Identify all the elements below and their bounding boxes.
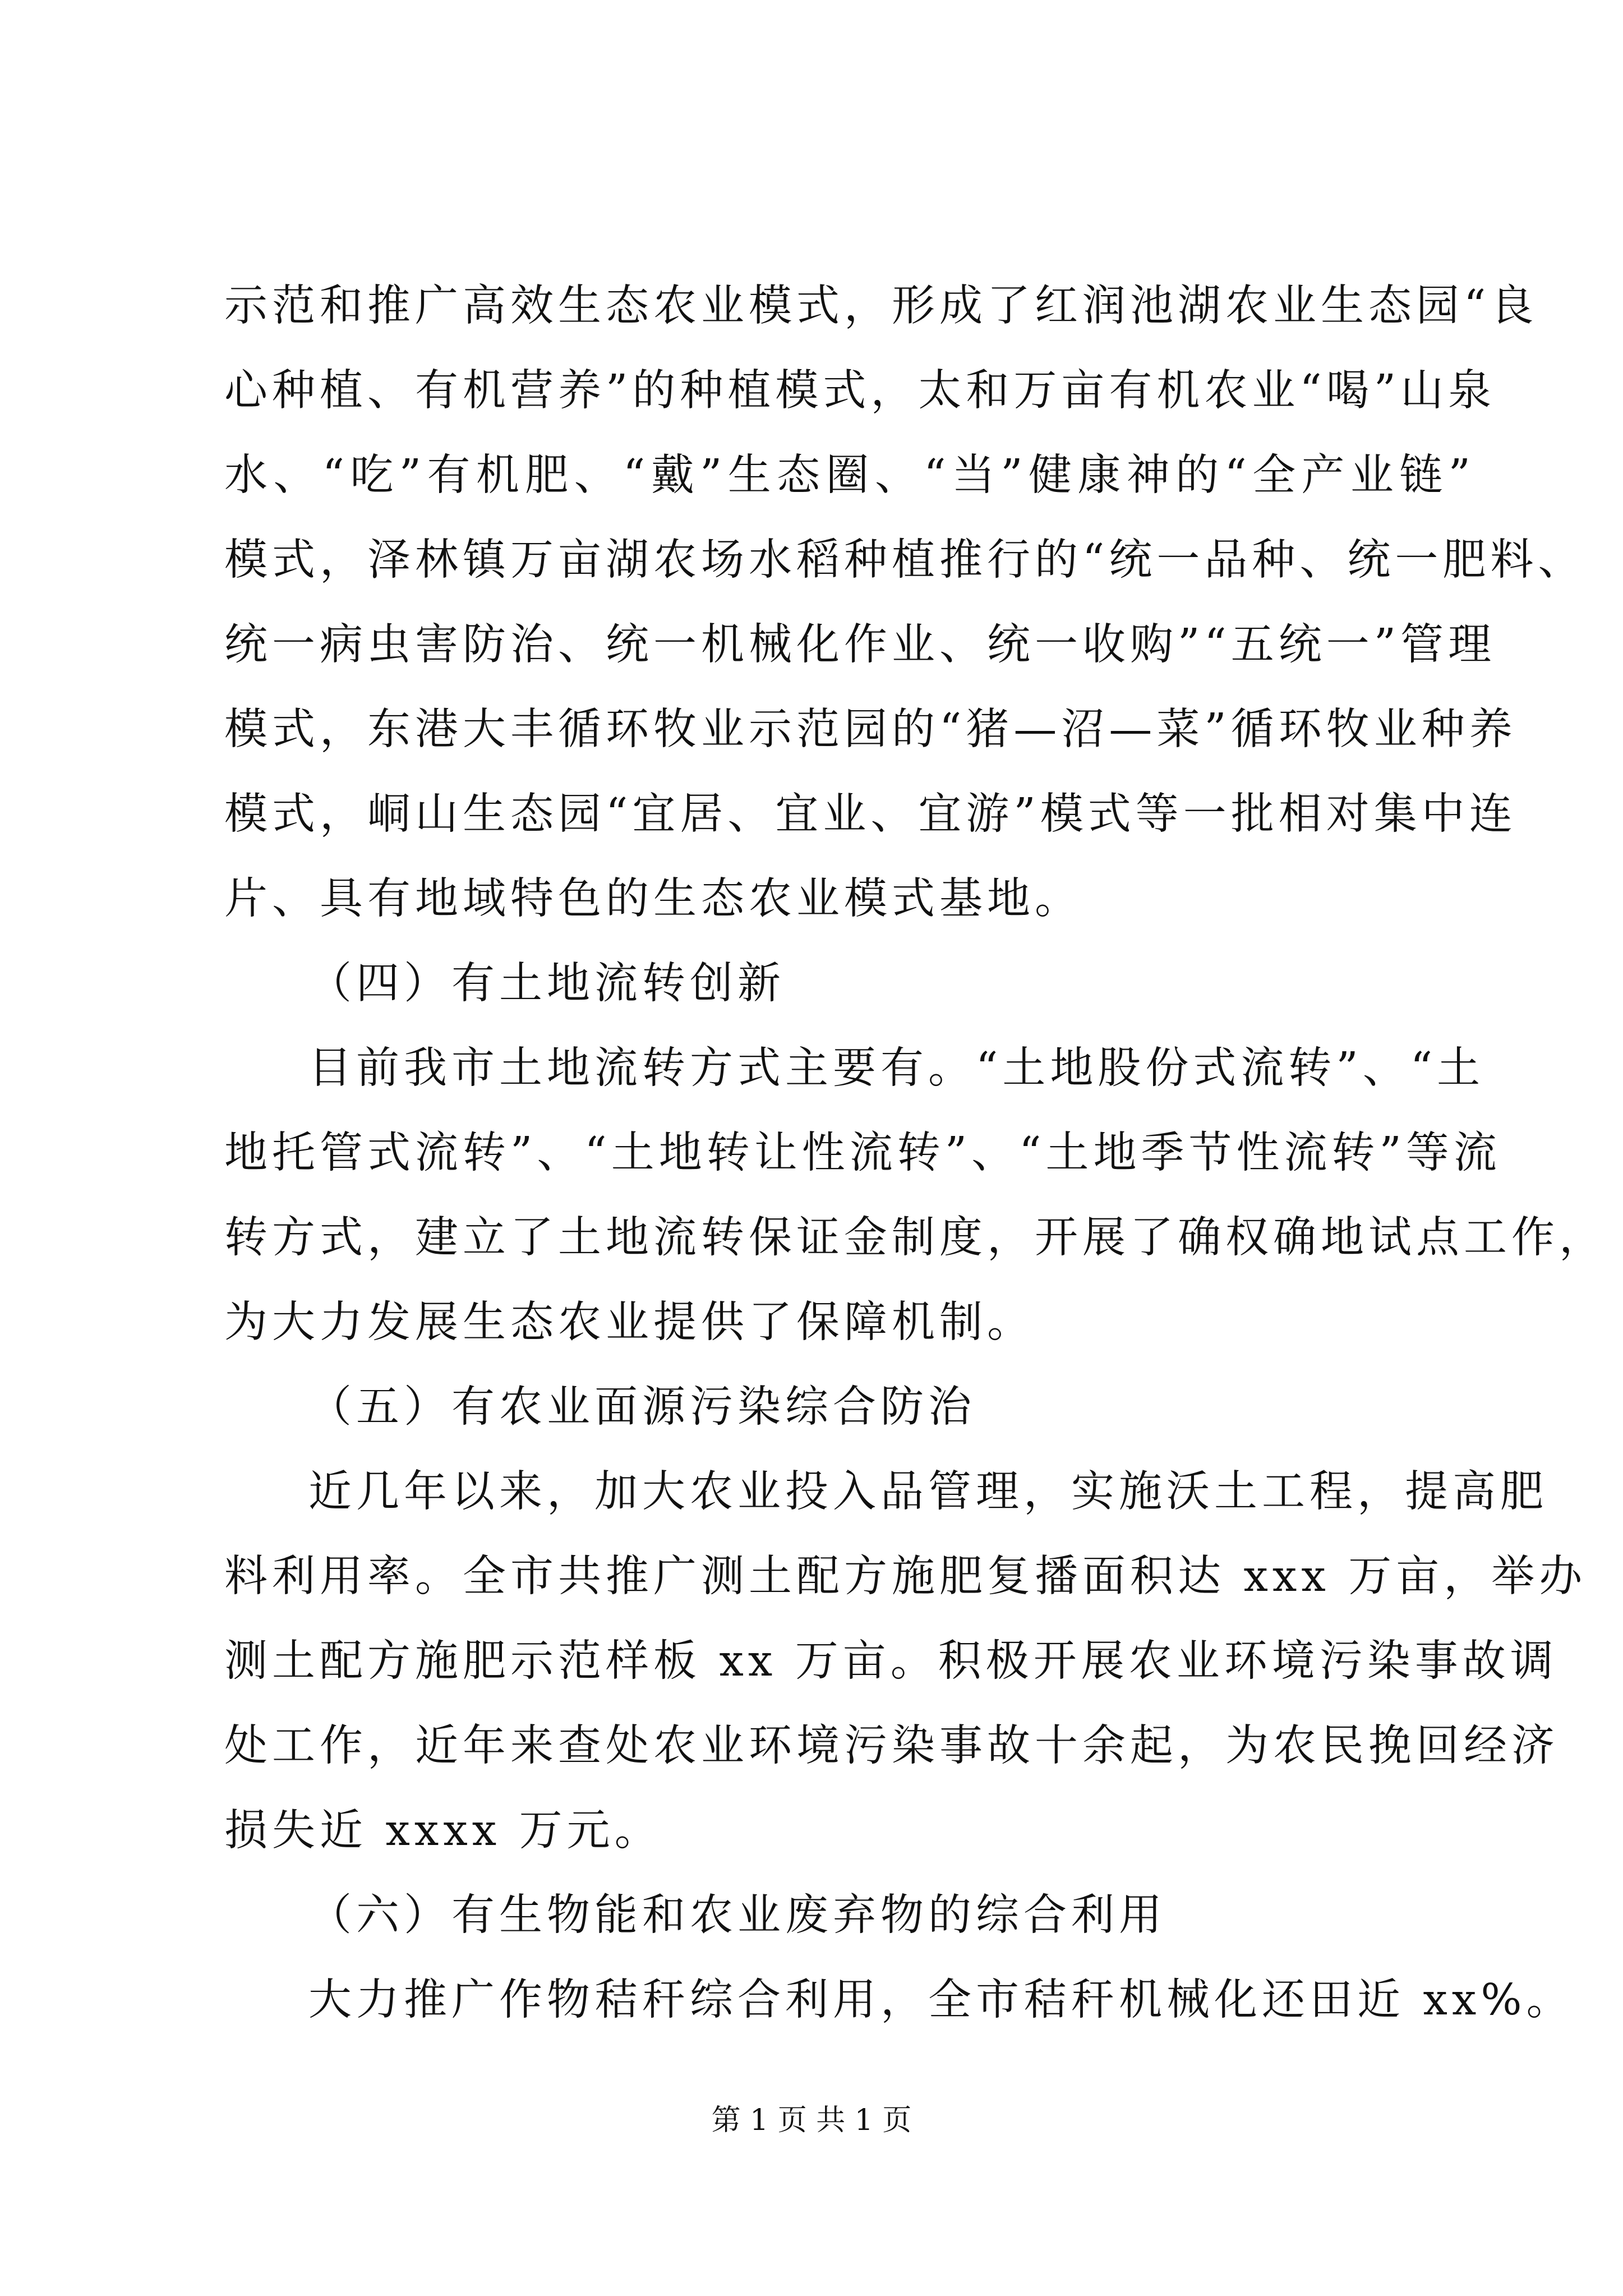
text-line: 模式，泽林镇万亩湖农场水稻种植推行的“统一品种、统一肥料、: [224, 535, 1586, 585]
text-line: 片、具有地域特色的生态农业模式基地。: [224, 874, 1082, 924]
section-heading-4: （四）有土地流转创新: [308, 959, 785, 1009]
text-line: 转方式，建立了土地流转保证金制度，开展了确权确地试点工作，: [224, 1213, 1607, 1263]
text-line: 大力推广作物秸秆综合利用，全市秸秆机械化还田近 xx%。: [308, 1975, 1574, 2025]
text-line: 模式，东港大丰循环牧业示范园的“猪—沼—菜”循环牧业种养: [224, 705, 1517, 754]
text-line: 目前我市土地流转方式主要有。“土地股份式流转”、“土: [308, 1043, 1485, 1093]
text-line: 示范和推广高效生态农业模式，形成了红润池湖农业生态园“良: [224, 281, 1538, 331]
text-line: 地托管式流转”、“土地转让性流转”、“土地季节性流转”等流: [224, 1128, 1501, 1178]
text-line: 处工作，近年来查处农业环境污染事故十余起，为农民挽回经济: [224, 1721, 1559, 1771]
text-line: 心种植、有机营养”的种植模式，太和万亩有机农业“喝”山泉: [224, 366, 1496, 416]
section-heading-6: （六）有生物能和农业废弃物的综合利用: [308, 1890, 1166, 1940]
text-line: 损失近 xxxx 万元。: [224, 1806, 662, 1856]
text-line: 模式，峒山生态园“宜居、宜业、宜游”模式等一批相对集中连: [224, 789, 1517, 839]
text-line: 为大力发展生态农业提供了保障机制。: [224, 1297, 1035, 1347]
paragraph-eco-models: [224, 264, 1586, 941]
paragraph-pollution-control: [224, 1450, 1587, 1873]
document-body: [224, 264, 1607, 2042]
paragraph-land-transfer: [224, 1026, 1607, 1365]
text-line: 测土配方施肥示范样板 xx 万亩。积极开展农业环境污染事故调: [224, 1636, 1558, 1686]
text-line: 料利用率。全市共推广测土配方施肥复播面积达 xxx 万亩，举办: [224, 1552, 1587, 1602]
text-line: 统一病虫害防治、统一机械化作业、统一收购”“五统一”管理: [224, 620, 1496, 670]
paragraph-biomass-use: [224, 1958, 1574, 2042]
text-line: 近几年以来，加大农业投入品管理，实施沃土工程，提高肥: [308, 1467, 1548, 1517]
text-line: 水、“吃”有机肥、“戴”生态圈、“当”健康神的“全产业链”: [224, 450, 1475, 500]
page-footer: 第 1 页 共 1 页: [711, 2104, 912, 2137]
section-heading-5: （五）有农业面源污染综合防治: [308, 1382, 976, 1432]
